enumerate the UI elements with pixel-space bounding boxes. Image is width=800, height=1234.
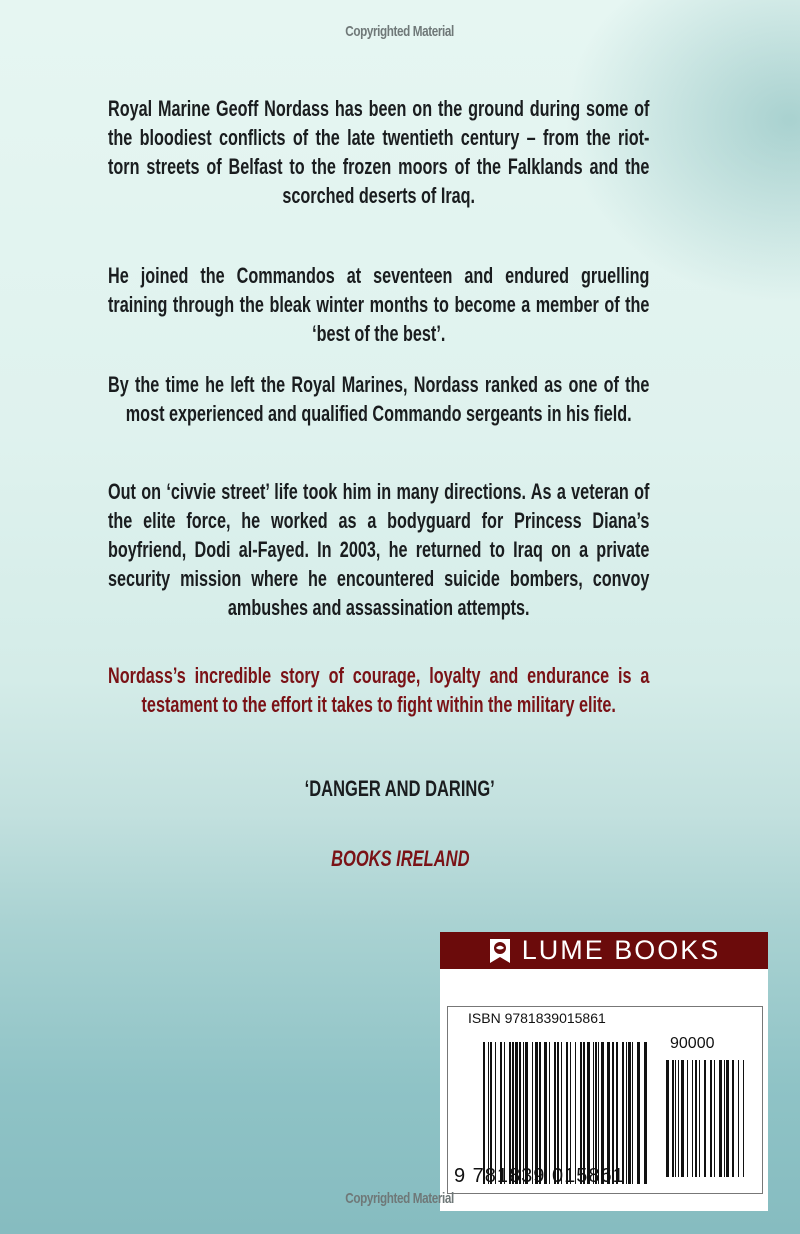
watermark-top: Copyrighted Material — [345, 23, 455, 40]
barcode-bar — [626, 1042, 627, 1184]
barcode-bar — [570, 1042, 571, 1184]
barcode-bar — [509, 1042, 511, 1184]
barcode-box — [447, 1006, 763, 1194]
barcode-bar — [595, 1042, 597, 1184]
barcode-bar — [544, 1042, 547, 1184]
barcode-bar — [561, 1042, 562, 1184]
barcode-bar — [525, 1042, 528, 1184]
barcode-bar — [488, 1042, 489, 1184]
barcode-bar — [500, 1042, 502, 1184]
barcode-bar — [699, 1060, 700, 1177]
barcode-bar — [512, 1042, 514, 1184]
barcode-bar — [672, 1060, 674, 1177]
barcode-bar — [598, 1042, 599, 1184]
review-source: BOOKS IRELAND — [330, 846, 470, 871]
blurb-paragraph-1: Royal Marine Geoff Nordass has been on the ground during some of the bloodiest conflicts of the late twentieth century – from the riot-torn streets of Belfast to the frozen moors of the Falklands and the scorched deserts of Iraq. — [108, 96, 650, 208]
barcode-bar — [704, 1060, 706, 1177]
barcode-bar — [681, 1060, 684, 1177]
watermark-bottom: Copyrighted Material — [345, 1190, 455, 1207]
barcode-bar — [678, 1060, 679, 1177]
barcode-bar — [539, 1042, 541, 1184]
barcode-bar — [495, 1042, 496, 1184]
barcode-bar — [692, 1060, 693, 1177]
publisher-banner — [440, 932, 768, 969]
barcode-bar — [515, 1042, 518, 1184]
barcode-bar — [483, 1042, 485, 1184]
lume-logo-icon — [488, 937, 512, 965]
price-addon: 90000 — [670, 1035, 715, 1052]
barcode-bar — [557, 1042, 559, 1184]
barcode-bar — [575, 1042, 576, 1184]
barcode-bar — [607, 1042, 610, 1184]
barcode-bar — [616, 1042, 618, 1184]
blurb-paragraph-2: He joined the Commandos at seventeen and endured gruelling training through the bleak winter months to become a member of the ‘best of the best’. — [108, 263, 650, 346]
barcode-bar — [644, 1042, 647, 1184]
barcode-bar — [622, 1042, 624, 1184]
barcode-bar — [580, 1042, 582, 1184]
barcode-bar — [535, 1042, 538, 1184]
barcode-bar — [628, 1042, 631, 1184]
barcode-bar — [687, 1060, 688, 1177]
barcode-bar — [601, 1042, 604, 1184]
review-quote: ‘DANGER AND DARING’ — [304, 776, 496, 801]
barcode-bar — [583, 1042, 585, 1184]
barcode-bar — [632, 1042, 633, 1184]
barcode-bar — [566, 1042, 568, 1184]
barcode-bar — [675, 1060, 676, 1177]
publisher-name: LUME BOOKS — [521, 935, 721, 965]
barcode-digits: 9 781839 015861 — [454, 1165, 625, 1187]
barcode-bar — [593, 1042, 594, 1184]
barcode-bar — [612, 1042, 614, 1184]
barcode-bar — [532, 1042, 533, 1184]
blurb-paragraph-5: Nordass’s incredible story of courage, loyalty and endurance is a testament to the effort it takes to fight within the military elite. — [108, 663, 650, 717]
blurb-paragraph-4: Out on ‘civvie street’ life took him in many directions. As a veteran of the elite force, he worked as a bodyguard for Princess Diana’s boyfriend, Dodi al-Fayed. In 2003, he returned to Iraq on a private security mission where he encountered suicide bombers, convoy ambushes and assassination attempts. — [108, 479, 650, 620]
barcode-bar — [724, 1060, 725, 1177]
barcode-bar — [523, 1042, 524, 1184]
barcode-bar — [587, 1042, 590, 1184]
barcode-bar — [738, 1060, 739, 1177]
barcode-bar — [490, 1042, 492, 1184]
barcode-bar — [637, 1042, 640, 1184]
barcode-bar — [710, 1060, 712, 1177]
isbn-label: ISBN 9781839015861 — [468, 1010, 606, 1026]
barcode-bar — [695, 1060, 697, 1177]
barcode-panel — [440, 969, 768, 1211]
barcode-bar — [719, 1060, 722, 1177]
barcode-bar — [549, 1042, 550, 1184]
barcode-bar — [504, 1042, 505, 1184]
blurb-paragraph-3: By the time he left the Royal Marines, Nordass ranked as one of the most experienced and qualified Commando sergeants in his field. — [108, 372, 650, 426]
barcode-bar — [743, 1060, 744, 1177]
barcode-bar — [726, 1060, 729, 1177]
barcode-bar — [732, 1060, 734, 1177]
barcode-bar — [554, 1042, 556, 1184]
barcode-bar — [714, 1060, 715, 1177]
barcode-bar — [666, 1060, 669, 1177]
barcode-bar — [519, 1042, 521, 1184]
